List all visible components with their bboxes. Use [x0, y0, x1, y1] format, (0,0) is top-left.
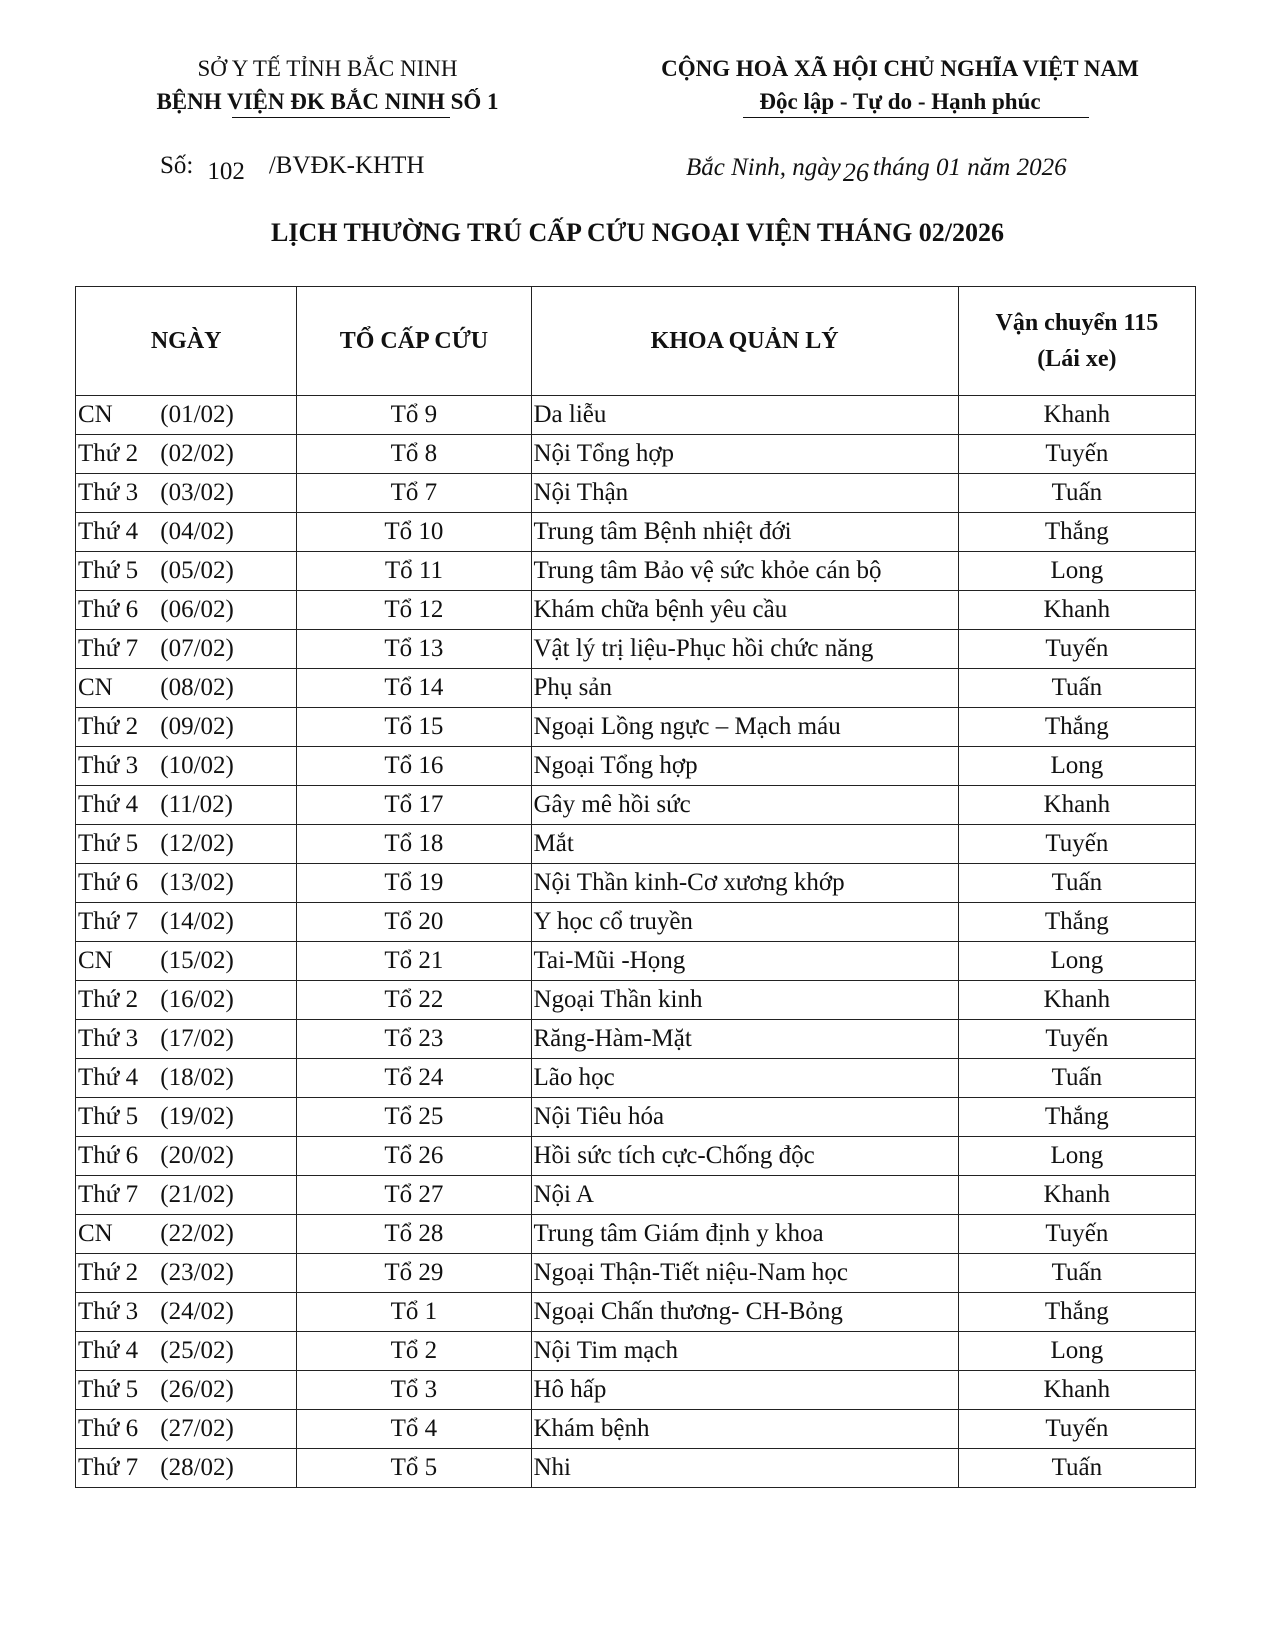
cell-date: (14/02)	[160, 908, 234, 935]
table-row	[76, 591, 1196, 630]
cell-date: (21/02)	[160, 1181, 234, 1208]
cell-day	[76, 1254, 297, 1293]
cell-team: Tổ 13	[297, 630, 531, 669]
cell-weekday: Thứ 5	[78, 1103, 139, 1130]
cell-team: Tổ 18	[297, 825, 531, 864]
cell-department: Mắt	[531, 825, 958, 864]
cell-day	[76, 1449, 297, 1488]
cell-driver: Khanh	[958, 591, 1195, 630]
cell-driver: Tuấn	[958, 864, 1195, 903]
cell-team: Tổ 19	[297, 864, 531, 903]
cell-weekday: Thứ 2	[78, 986, 139, 1013]
cell-department: Trung tâm Bệnh nhiệt đới	[531, 513, 958, 552]
cell-department: Trung tâm Bảo vệ sức khỏe cán bộ	[531, 552, 958, 591]
cell-team: Tổ 17	[297, 786, 531, 825]
cell-team: Tổ 9	[297, 396, 531, 435]
cell-driver: Tuấn	[958, 1059, 1195, 1098]
table-row	[76, 1332, 1196, 1371]
table-row	[76, 1254, 1196, 1293]
header-driver-line2: (Lái xe)	[1037, 346, 1117, 372]
cell-weekday: Thứ 2	[78, 440, 139, 467]
cell-date: (11/02)	[160, 791, 233, 818]
cell-driver: Thắng	[958, 1293, 1195, 1332]
cell-driver: Khanh	[958, 786, 1195, 825]
cell-department: Khám bệnh	[531, 1410, 958, 1449]
date-prefix: Bắc Ninh, ngày	[686, 154, 841, 181]
cell-driver: Long	[958, 552, 1195, 591]
document-number	[160, 152, 425, 185]
cell-driver: Tuấn	[958, 1449, 1195, 1488]
document-date	[686, 152, 1067, 187]
table-row	[76, 1020, 1196, 1059]
cell-weekday: Thứ 4	[78, 1064, 139, 1091]
document-number-suffix: /BVĐK-KHTH	[268, 152, 425, 179]
cell-driver: Khanh	[958, 1371, 1195, 1410]
cell-weekday: Thứ 7	[78, 1181, 139, 1208]
cell-driver: Khanh	[958, 981, 1195, 1020]
table-header-row	[76, 287, 1196, 396]
cell-team: Tổ 2	[297, 1332, 531, 1371]
cell-team: Tổ 7	[297, 474, 531, 513]
cell-weekday: Thứ 7	[78, 908, 139, 935]
cell-date: (12/02)	[160, 830, 234, 857]
cell-date: (15/02)	[160, 947, 234, 974]
cell-date: (03/02)	[160, 479, 234, 506]
national-motto: Độc lập - Tự do - Hạnh phúc	[759, 89, 1041, 114]
cell-driver: Tuyến	[958, 1020, 1195, 1059]
table-row	[76, 1137, 1196, 1176]
schedule-table	[75, 286, 1196, 1488]
table-row	[76, 747, 1196, 786]
cell-day	[76, 1332, 297, 1371]
country-name: CỘNG HOÀ XÃ HỘI CHỦ NGHĨA VIỆT NAM	[661, 56, 1139, 81]
header-department: KHOA QUẢN LÝ	[531, 287, 958, 396]
cell-department: Ngoại Tổng hợp	[531, 747, 958, 786]
cell-date: (16/02)	[160, 986, 234, 1013]
cell-driver: Thắng	[958, 513, 1195, 552]
cell-date: (18/02)	[160, 1064, 234, 1091]
cell-day	[76, 435, 297, 474]
cell-day	[76, 786, 297, 825]
cell-team: Tổ 20	[297, 903, 531, 942]
cell-day	[76, 1137, 297, 1176]
cell-date: (24/02)	[160, 1298, 234, 1325]
cell-team: Tổ 11	[297, 552, 531, 591]
cell-day	[76, 1293, 297, 1332]
cell-department: Hô hấp	[531, 1371, 958, 1410]
cell-date: (25/02)	[160, 1337, 234, 1364]
cell-driver: Long	[958, 942, 1195, 981]
cell-team: Tổ 21	[297, 942, 531, 981]
cell-weekday: CN	[78, 674, 113, 701]
cell-department: Nội Thần kinh-Cơ xương khớp	[531, 864, 958, 903]
cell-day	[76, 1371, 297, 1410]
cell-department: Răng-Hàm-Mặt	[531, 1020, 958, 1059]
table-row	[76, 669, 1196, 708]
cell-driver: Khanh	[958, 396, 1195, 435]
cell-weekday: Thứ 6	[78, 1415, 139, 1442]
cell-team: Tổ 15	[297, 708, 531, 747]
cell-date: (19/02)	[160, 1103, 234, 1130]
table-row	[76, 981, 1196, 1020]
cell-weekday: Thứ 4	[78, 1337, 139, 1364]
cell-team: Tổ 29	[297, 1254, 531, 1293]
cell-day	[76, 825, 297, 864]
cell-driver: Tuyến	[958, 435, 1195, 474]
cell-day	[76, 1059, 297, 1098]
cell-date: (28/02)	[160, 1454, 234, 1481]
cell-day	[76, 396, 297, 435]
cell-date: (02/02)	[160, 440, 234, 467]
table-row	[76, 786, 1196, 825]
cell-date: (17/02)	[160, 1025, 234, 1052]
cell-date: (27/02)	[160, 1415, 234, 1442]
cell-weekday: Thứ 6	[78, 869, 139, 896]
cell-weekday: Thứ 4	[78, 791, 139, 818]
table-row	[76, 630, 1196, 669]
cell-department: Phụ sản	[531, 669, 958, 708]
cell-day	[76, 1020, 297, 1059]
cell-team: Tổ 25	[297, 1098, 531, 1137]
cell-department: Lão học	[531, 1059, 958, 1098]
cell-weekday: Thứ 7	[78, 1454, 139, 1481]
cell-day	[76, 1176, 297, 1215]
table-row	[76, 825, 1196, 864]
national-header	[610, 52, 1190, 118]
cell-day	[76, 591, 297, 630]
cell-date: (23/02)	[160, 1259, 234, 1286]
issuer-department: SỞ Y TẾ TỈNH BẮC NINH	[197, 56, 458, 81]
table-row	[76, 708, 1196, 747]
cell-department: Khám chữa bệnh yêu cầu	[531, 591, 958, 630]
cell-date: (08/02)	[160, 674, 234, 701]
cell-day	[76, 669, 297, 708]
cell-weekday: CN	[78, 947, 113, 974]
cell-department: Tai-Mũi -Họng	[531, 942, 958, 981]
cell-driver: Thắng	[958, 903, 1195, 942]
cell-team: Tổ 5	[297, 1449, 531, 1488]
header-team: TỔ CẤP CỨU	[297, 287, 531, 396]
cell-weekday: Thứ 5	[78, 1376, 139, 1403]
cell-team: Tổ 10	[297, 513, 531, 552]
cell-department: Gây mê hồi sức	[531, 786, 958, 825]
table-row	[76, 1215, 1196, 1254]
cell-day	[76, 981, 297, 1020]
cell-team: Tổ 23	[297, 1020, 531, 1059]
cell-date: (05/02)	[160, 557, 234, 584]
cell-team: Tổ 1	[297, 1293, 531, 1332]
cell-weekday: CN	[78, 1220, 113, 1247]
cell-weekday: Thứ 6	[78, 1142, 139, 1169]
cell-driver: Long	[958, 747, 1195, 786]
cell-driver: Tuấn	[958, 669, 1195, 708]
cell-department: Ngoại Lồng ngực – Mạch máu	[531, 708, 958, 747]
cell-team: Tổ 24	[297, 1059, 531, 1098]
cell-weekday: Thứ 5	[78, 557, 139, 584]
cell-department: Nội Tim mạch	[531, 1332, 958, 1371]
cell-team: Tổ 3	[297, 1371, 531, 1410]
cell-date: (07/02)	[160, 635, 234, 662]
table-row	[76, 1059, 1196, 1098]
cell-weekday: Thứ 3	[78, 1298, 139, 1325]
cell-date: (06/02)	[160, 596, 234, 623]
cell-team: Tổ 22	[297, 981, 531, 1020]
table-row	[76, 513, 1196, 552]
cell-driver: Tuấn	[958, 474, 1195, 513]
table-row	[76, 1371, 1196, 1410]
cell-department: Nội Thận	[531, 474, 958, 513]
cell-day	[76, 942, 297, 981]
cell-driver: Long	[958, 1137, 1195, 1176]
table-row	[76, 903, 1196, 942]
cell-team: Tổ 16	[297, 747, 531, 786]
issuer-underline	[232, 117, 450, 118]
cell-day	[76, 864, 297, 903]
cell-weekday: Thứ 2	[78, 713, 139, 740]
cell-team: Tổ 28	[297, 1215, 531, 1254]
table-row	[76, 1293, 1196, 1332]
cell-day	[76, 552, 297, 591]
cell-date: (22/02)	[160, 1220, 234, 1247]
cell-day	[76, 513, 297, 552]
cell-department: Da liễu	[531, 396, 958, 435]
cell-team: Tổ 14	[297, 669, 531, 708]
cell-department: Y học cổ truyền	[531, 903, 958, 942]
cell-weekday: Thứ 6	[78, 596, 139, 623]
cell-date: (01/02)	[160, 401, 234, 428]
cell-team: Tổ 12	[297, 591, 531, 630]
cell-weekday: Thứ 4	[78, 518, 139, 545]
motto-underline	[743, 117, 1089, 118]
cell-date: (10/02)	[160, 752, 234, 779]
issuer-hospital: BỆNH VIỆN ĐK BẮC NINH SỐ 1	[156, 89, 499, 114]
table-row	[76, 1410, 1196, 1449]
cell-day	[76, 1215, 297, 1254]
cell-weekday: Thứ 7	[78, 635, 139, 662]
table-row	[76, 942, 1196, 981]
table-row	[76, 1449, 1196, 1488]
cell-date: (09/02)	[160, 713, 234, 740]
header-driver-line1: Vận chuyển 115	[995, 310, 1159, 336]
cell-day	[76, 630, 297, 669]
header-driver	[958, 287, 1195, 396]
cell-team: Tổ 8	[297, 435, 531, 474]
cell-department: Nhi	[531, 1449, 958, 1488]
cell-day	[76, 1098, 297, 1137]
header-day: NGÀY	[76, 287, 297, 396]
cell-department: Nội Tổng hợp	[531, 435, 958, 474]
cell-department: Ngoại Thần kinh	[531, 981, 958, 1020]
cell-weekday: Thứ 3	[78, 479, 139, 506]
cell-day	[76, 1410, 297, 1449]
cell-date: (04/02)	[160, 518, 234, 545]
cell-driver: Tuyến	[958, 630, 1195, 669]
cell-department: Ngoại Thận-Tiết niệu-Nam học	[531, 1254, 958, 1293]
table-row	[76, 1098, 1196, 1137]
cell-weekday: Thứ 3	[78, 1025, 139, 1052]
cell-day	[76, 903, 297, 942]
cell-department: Hồi sức tích cực-Chống độc	[531, 1137, 958, 1176]
issuer-block	[100, 52, 555, 118]
table-row	[76, 552, 1196, 591]
cell-driver: Tuấn	[958, 1254, 1195, 1293]
date-suffix: tháng 01 năm 2026	[872, 154, 1067, 181]
cell-driver: Thắng	[958, 1098, 1195, 1137]
table-row	[76, 1176, 1196, 1215]
document-title: LỊCH THƯỜNG TRÚ CẤP CỨU NGOẠI VIỆN THÁNG 02/2026	[271, 218, 1004, 247]
cell-day	[76, 474, 297, 513]
cell-weekday: Thứ 2	[78, 1259, 139, 1286]
cell-weekday: Thứ 5	[78, 830, 139, 857]
table-row	[76, 396, 1196, 435]
cell-driver: Tuyến	[958, 1410, 1195, 1449]
cell-date: (13/02)	[160, 869, 234, 896]
cell-department: Vật lý trị liệu-Phục hồi chức năng	[531, 630, 958, 669]
cell-day	[76, 747, 297, 786]
table-row	[76, 435, 1196, 474]
cell-day	[76, 708, 297, 747]
cell-date: (20/02)	[160, 1142, 234, 1169]
cell-weekday: CN	[78, 401, 113, 428]
cell-department: Trung tâm Giám định y khoa	[531, 1215, 958, 1254]
cell-driver: Long	[958, 1332, 1195, 1371]
cell-weekday: Thứ 3	[78, 752, 139, 779]
document-number-prefix: Số:	[160, 152, 194, 179]
cell-team: Tổ 4	[297, 1410, 531, 1449]
table-row	[76, 474, 1196, 513]
cell-date: (26/02)	[160, 1376, 234, 1403]
table-row	[76, 864, 1196, 903]
cell-driver: Khanh	[958, 1176, 1195, 1215]
cell-driver: Tuyến	[958, 825, 1195, 864]
cell-driver: Thắng	[958, 708, 1195, 747]
cell-department: Ngoại Chấn thương- CH-Bỏng	[531, 1293, 958, 1332]
cell-team: Tổ 27	[297, 1176, 531, 1215]
cell-department: Nội A	[531, 1176, 958, 1215]
cell-team: Tổ 26	[297, 1137, 531, 1176]
document-number-value: 102	[207, 158, 245, 185]
cell-driver: Tuyến	[958, 1215, 1195, 1254]
date-day: 26	[842, 158, 869, 187]
cell-department: Nội Tiêu hóa	[531, 1098, 958, 1137]
